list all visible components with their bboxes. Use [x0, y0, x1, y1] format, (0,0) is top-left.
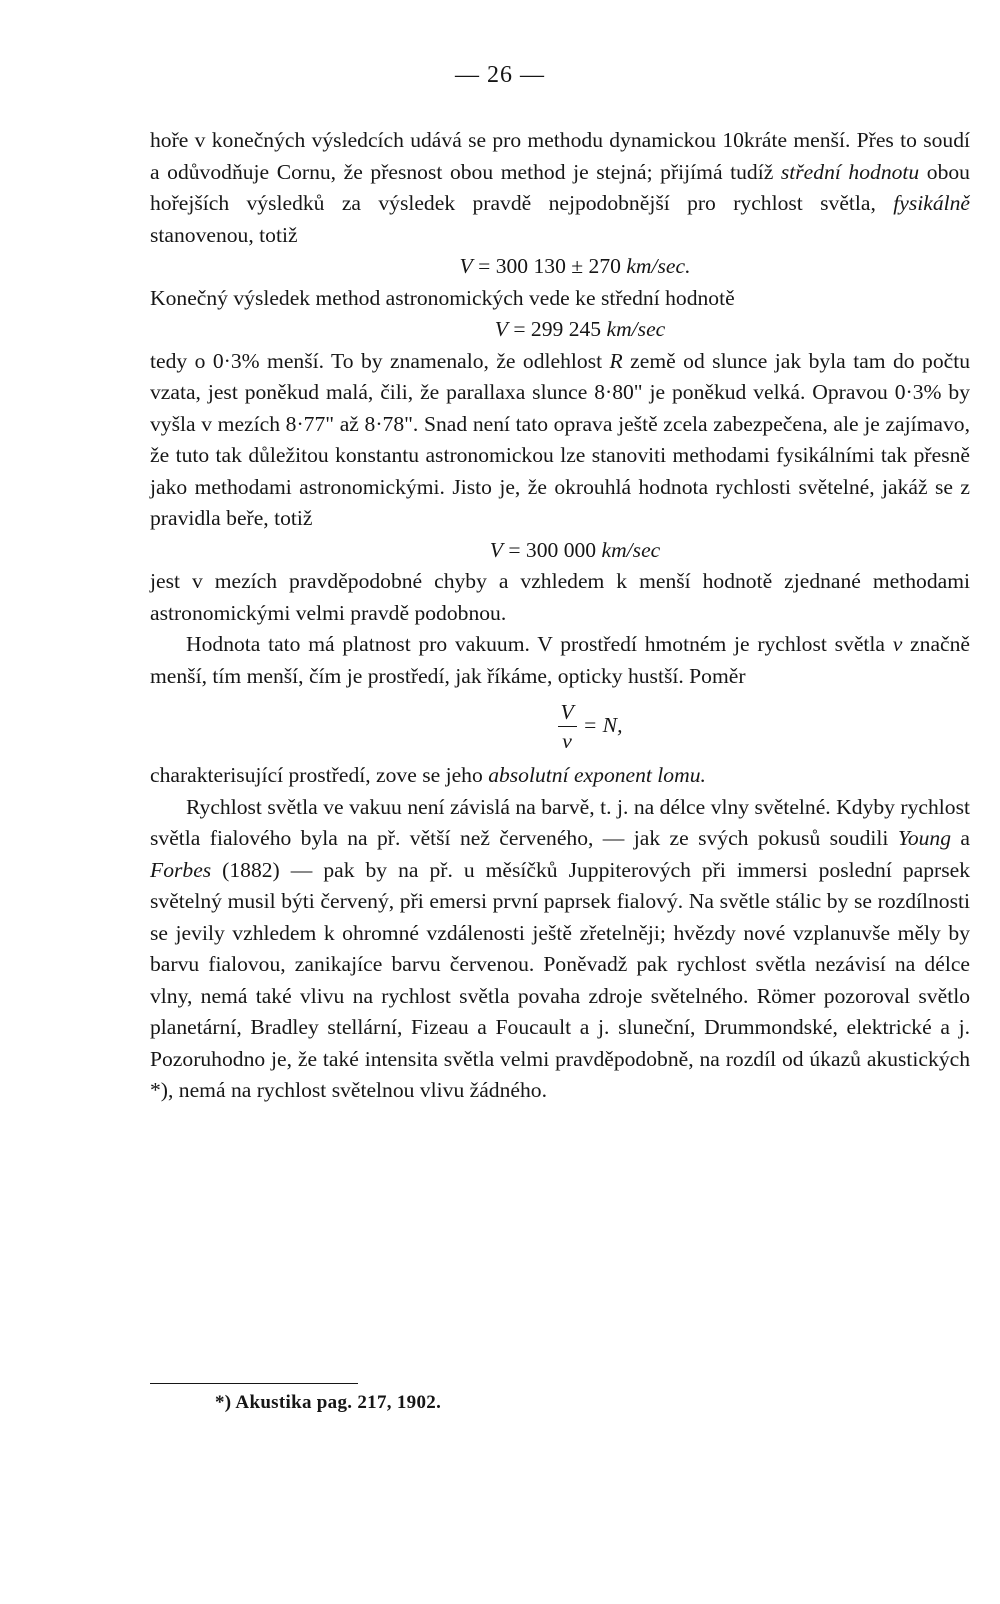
eq-unit: km/sec.: [626, 254, 691, 278]
paragraph-vacuum: [150, 629, 970, 692]
paragraph-colour-independence: [150, 792, 970, 1107]
text-run: a: [951, 826, 970, 850]
text-run: Hodnota tato má platnost pro vakuum. V prostředí hmotném je rychlost světla: [186, 632, 893, 656]
body-text: [150, 125, 970, 1107]
eq-unit: km/sec: [601, 537, 661, 562]
fraction: [558, 700, 577, 753]
paragraph-cornu: [150, 125, 970, 251]
text-run: charakterisující prostředí, zove se jeho: [150, 763, 489, 787]
italic-term: R: [609, 348, 623, 373]
text-run: značně menší, tím menší, čím je prostředí, jak říkáme, opticky hustší. Poměr: [150, 632, 970, 688]
equation-refractive-index: [150, 692, 970, 760]
italic-term: Forbes: [150, 857, 212, 882]
equation-rounded-value: [150, 535, 970, 567]
italic-term: absolutní exponent lomu.: [488, 763, 706, 787]
paragraph-exponent: [150, 760, 970, 792]
text-run: obou hořejších výsledků za výsledek pravdě nejpodobnější pro rychlost světla,: [150, 159, 970, 215]
eq-value: = 299 245: [507, 317, 607, 341]
equation-astronomical-value: [150, 314, 970, 346]
eq-symbol: V: [459, 254, 473, 278]
text-run: hoře v konečných výsledcích udává se pro methodu dynamickou 10kráte menší. Přes to soudí a odůvodňuje Cornu, že přesnost obou method je stejná; přijímá tudíž: [150, 128, 970, 184]
italic-term: v: [892, 632, 903, 656]
paragraph-astronomical: Konečný výsledek method astronomických vede ke střední hodnotě: [150, 285, 735, 310]
text-run: stanovenou, totiž: [150, 222, 298, 247]
page-number: — 26 —: [455, 62, 545, 88]
eq-symbol: V: [494, 317, 508, 341]
italic-term: fysikálně: [893, 191, 970, 215]
text-run: Rychlost světla ve vakuu není závislá na barvě, t. j. na délce vlny světelné. Kdyby rychlost světla fialového byla na př. větší než červeného, — jak ze svých pokusů soudili: [150, 794, 970, 850]
text-run: (1882) — pak by na př. u měsíčků Juppiterových při immersi poslední paprsek světelný musil býti červený, při emersi první paprsek fialový. Na světle stálic by se rozdílnosti se jevily vzhledem k ohromné vzdálenosti ještě zřetelněji; hvězdy nové vzplanuvše měly by barvu fialovou, zanikajíce barvu červenou. Poněvadž pak rychlost světla nezávisí na délce vlny, nemá také vlivu na rychlost světla povaha zdroje světelného. Römer pozoroval světlo planetární, Bradley stellární, Fizeau a Foucault a j. sluneční, Drummondské, elektrické a j. Pozoruhodno je, že také intensita světla velmi pravděpodobně, na rozdíl od úkazů akustických *), nemá na rychlost světelnou vlivu žádného.: [150, 857, 970, 1102]
eq-value: = 300 000: [502, 537, 602, 562]
equation-physical-value: [150, 251, 970, 283]
italic-term: Young: [897, 826, 952, 850]
paragraph-probable-error: jest v mezích pravděpodobné chyby a vzhledem k menší hodnotě zjednané methodami astronomickými velmi pravdě podobnou.: [150, 569, 970, 625]
footnote-rule: [150, 1383, 358, 1384]
fraction-denominator: v: [562, 728, 572, 753]
eq-unit: km/sec: [606, 317, 666, 341]
footnote: *) Akustika pag. 217, 1902.: [215, 1392, 442, 1413]
fraction-result: = N,: [582, 713, 623, 738]
eq-symbol: V: [489, 537, 503, 562]
fraction-numerator: V: [558, 700, 577, 727]
text-run: tedy o 0·3% menší. To by znamenalo, že odlehlost: [150, 348, 610, 373]
text-run: země od slunce jak byla tam do počtu vzata, jest poněkud malá, čili, že parallaxa slunce 8·80" je poněkud velká. Opravou 0·3% by vyšla v mezích 8·77" až 8·78". Snad není tato oprava ještě zcela zabezpečena, ale je zajímavo, že tuto tak důležitou konstantu astronomickou lze stanoviti methodami fysikálními tak přesně jako methodami astronomickými. Jisto je, že okrouhlá hodnota rychlosti světelné, jakáž se z pravidla beře, totiž: [150, 348, 970, 530]
eq-value: = 300 130 ± 270: [472, 254, 627, 278]
italic-term: střední hodnotu: [780, 159, 920, 184]
paragraph-parallax: [150, 346, 970, 535]
